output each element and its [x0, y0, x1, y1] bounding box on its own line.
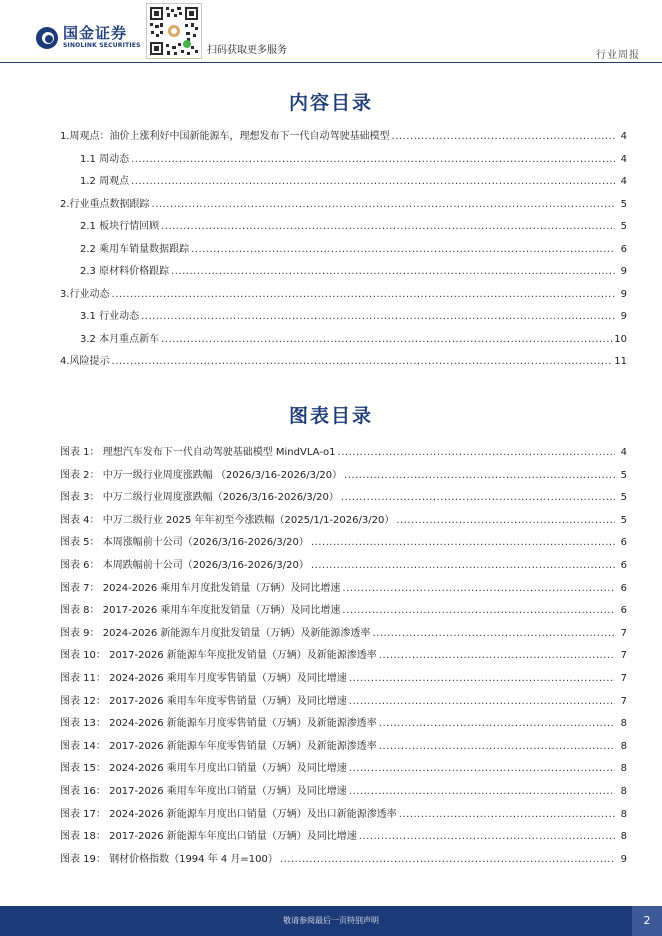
figures-entry-label: 图表 19： 钢材价格指数（1994 年 4 月=100） [60, 853, 278, 865]
toc-entry[interactable] [60, 127, 627, 141]
toc-entry-page: 9 [620, 311, 627, 322]
toc-entry[interactable] [80, 217, 627, 231]
figures-dot-leader [311, 560, 615, 571]
figures-entry-page: 4 [620, 447, 627, 458]
figures-entry-label: 图表 6： 本周跌幅前十公司（2026/3/16-2026/3/20） [60, 560, 309, 571]
toc-entry-label: 1.1 周动态 [80, 153, 130, 165]
figures-title: 图表目录 [288, 405, 373, 427]
figures-entry[interactable] [60, 692, 627, 706]
figures-entry[interactable] [60, 714, 627, 728]
figures-entry-page: 7 [620, 650, 627, 662]
figures-dot-leader [379, 718, 615, 729]
figures-entry[interactable] [60, 827, 627, 841]
figures-entry-label: 图表 1： 理想汽车发布下一代自动驾驶基础模型 MindVLA-o1 [60, 447, 336, 458]
figures-entry-page: 7 [620, 695, 627, 707]
figures-dot-leader [372, 628, 615, 639]
figures-dot-leader [280, 854, 615, 865]
toc-entry-label: 2.行业重点数据跟踪 [60, 198, 150, 210]
toc-entry[interactable] [80, 262, 627, 276]
toc-entry-page: 4 [620, 131, 627, 142]
page-header [0, 0, 662, 64]
figures-entry-label: 图表 12： 2017-2026 乘用车年度零售销量（万辆）及同比增速 [60, 695, 347, 707]
toc-entry-page: 5 [620, 198, 627, 210]
figures-entry-page: 8 [620, 740, 627, 752]
footer-disclaimer: 敬请参阅最后一页特别声明 [283, 916, 379, 925]
figures-entry[interactable] [60, 533, 627, 547]
toc-entry[interactable] [80, 172, 627, 186]
figures-entry[interactable] [60, 601, 627, 615]
toc-entry-label: 1.2 周观点 [80, 176, 130, 187]
figures-dot-leader [359, 831, 615, 842]
toc-entry[interactable] [80, 240, 627, 254]
toc-dot-leader [161, 221, 615, 232]
figures-entry-page: 5 [620, 469, 627, 481]
figures-entry-label: 图表 16： 2017-2026 乘用车年度出口销量（万辆）及同比增速 [60, 786, 347, 797]
figures-entry-label: 图表 3： 中万二级行业周度涨跌幅（2026/3/16-2026/3/20） [60, 492, 339, 504]
figures-entry-page: 8 [620, 808, 627, 820]
figures-dot-leader [379, 650, 615, 661]
toc-entry-label: 1.周观点：油价上涨利好中国新能源车，理想发布下一代自动驾驶基础模型 [60, 131, 390, 142]
figures-entry-label: 图表 14： 2017-2026 新能源车年度零售销量（万辆）及新能源渗透率 [60, 740, 377, 752]
figures-dot-leader [379, 741, 615, 752]
figures-entry-label: 图表 15： 2024-2026 乘用车月度出口销量（万辆）及同比增速 [60, 763, 347, 775]
toc-dot-leader [141, 311, 615, 322]
toc-entry-page: 9 [620, 288, 627, 300]
figures-entry-label: 图表 7： 2024-2026 乘用车月度批发销量（万辆）及同比增速 [60, 582, 341, 594]
figures-entry-page: 6 [620, 605, 627, 617]
figures-entry-label: 图表 11： 2024-2026 乘用车月度零售销量（万辆）及同比增速 [60, 673, 347, 684]
figures-dot-leader [349, 786, 615, 797]
toc-entry-page: 4 [620, 153, 627, 165]
figures-entry[interactable] [60, 488, 627, 502]
figures-entry-page: 6 [620, 560, 627, 571]
figures-entry-page: 7 [620, 673, 627, 684]
toc-entry[interactable] [80, 150, 627, 164]
page-number: 2 [632, 906, 662, 936]
toc-entry-page: 10 [614, 333, 627, 345]
figures-entry-label: 图表 17： 2024-2026 新能源车月度出口销量（万辆）及出口新能源渗透率 [60, 808, 397, 820]
figures-entry[interactable] [60, 782, 627, 796]
sinolink-logo [36, 26, 141, 49]
toc-entry-label: 3.行业动态 [60, 288, 110, 300]
toc-entry-label: 3.2 本月重点新车 [80, 333, 160, 345]
toc-dot-leader [161, 334, 612, 345]
figures-dot-leader [341, 492, 615, 503]
figures-dot-leader [349, 763, 615, 774]
toc-dot-leader [131, 176, 615, 187]
toc-dot-leader [131, 154, 615, 165]
toc-entry[interactable] [60, 285, 627, 299]
toc-entry[interactable] [80, 307, 627, 321]
figures-entry-label: 图表 10： 2017-2026 新能源车年度批发销量（万辆）及新能源渗透率 [60, 650, 377, 662]
figures-entry[interactable] [60, 443, 627, 457]
sinolink-logo-icon [36, 27, 58, 49]
toc-entry-page: 6 [620, 243, 627, 255]
toc-entry-page: 11 [614, 356, 627, 367]
figures-entry-page: 8 [620, 786, 627, 797]
figures-entry-page: 5 [620, 492, 627, 504]
figures-entry-label: 图表 8： 2017-2026 乘用车年度批发销量（万辆）及同比增速 [60, 605, 341, 617]
toc-title: 内容目录 [288, 92, 373, 114]
figures-entry-page: 8 [620, 831, 627, 843]
figures-dot-leader [342, 605, 615, 616]
figures-entry-label: 图表 2： 中万一级行业周度涨跌幅 （2026/3/16-2026/3/20） [60, 469, 343, 481]
figures-entry[interactable] [60, 511, 627, 525]
toc-dot-leader [392, 131, 615, 142]
toc-entry-label: 2.1 板块行情回顾 [80, 221, 160, 232]
toc-entry-label: 2.2 乘用车销量数据跟踪 [80, 243, 190, 255]
figures-entry-page: 6 [620, 582, 627, 594]
report-category: 行业周报 [596, 50, 640, 61]
page-footer [0, 906, 662, 936]
logo-english-name: SINOLINK SECURITIES [63, 42, 141, 49]
toc-entry-page: 9 [620, 266, 627, 277]
figures-dot-leader [344, 470, 615, 481]
figures-entry[interactable] [60, 759, 627, 773]
figures-dot-leader [349, 696, 615, 707]
figures-dot-leader [311, 537, 615, 548]
figures-entry-page: 6 [620, 537, 627, 549]
toc-dot-leader [112, 356, 613, 367]
header-divider [0, 62, 662, 63]
figures-entry[interactable] [60, 646, 627, 660]
figures-entry[interactable] [60, 556, 627, 570]
figures-entry-page: 5 [620, 514, 627, 526]
figures-entry-label: 图表 13： 2024-2026 新能源车月度零售销量（万辆）及新能源渗透率 [60, 718, 377, 730]
toc-entry-page: 4 [620, 176, 627, 187]
figures-entry[interactable] [60, 850, 627, 864]
toc-entry[interactable] [80, 330, 627, 344]
toc-entry-label: 4.风险提示 [60, 356, 110, 367]
figures-entry[interactable] [60, 579, 627, 593]
toc-dot-leader [171, 266, 615, 277]
figures-dot-leader [396, 515, 615, 526]
figures-entry-label: 图表 9： 2024-2026 新能源车月度批发销量（万辆）及新能源渗透率 [60, 627, 371, 639]
figures-entry[interactable] [60, 737, 627, 751]
figures-entry-page: 9 [620, 853, 627, 865]
qr-code-icon[interactable] [146, 3, 202, 59]
figures-entry-label: 图表 4： 中万二级行业 2025 年年初至今涨跌幅（2025/1/1-2026/3/20） [60, 514, 395, 526]
toc-dot-leader [112, 289, 615, 300]
toc-entry[interactable] [60, 195, 627, 209]
figures-dot-leader [342, 583, 615, 594]
toc-entry[interactable] [60, 352, 627, 366]
figures-entry-page: 8 [620, 718, 627, 730]
toc-entry-label: 2.3 原材料价格跟踪 [80, 266, 170, 277]
figures-entry[interactable] [60, 624, 627, 638]
toc-entry-label: 3.1 行业动态 [80, 311, 140, 322]
figures-entry-page: 8 [620, 763, 627, 775]
toc-entry-page: 5 [620, 221, 627, 232]
logo-chinese-name: 国金证券 [63, 24, 128, 42]
toc-dot-leader [152, 199, 615, 210]
figures-entry[interactable] [60, 805, 627, 819]
figures-entry[interactable] [60, 669, 627, 683]
figures-dot-leader [338, 447, 615, 458]
toc-dot-leader [191, 244, 615, 255]
figures-entry-page: 7 [620, 627, 627, 639]
figures-entry-label: 图表 18： 2017-2026 新能源车年度出口销量（万辆）及同比增速 [60, 831, 357, 843]
qr-caption: 扫码获取更多服务 [207, 45, 287, 56]
figures-entry[interactable] [60, 466, 627, 480]
figures-dot-leader [349, 673, 615, 684]
figures-entry-label: 图表 5： 本周涨幅前十公司（2026/3/16-2026/3/20） [60, 537, 309, 549]
figures-dot-leader [399, 809, 615, 820]
